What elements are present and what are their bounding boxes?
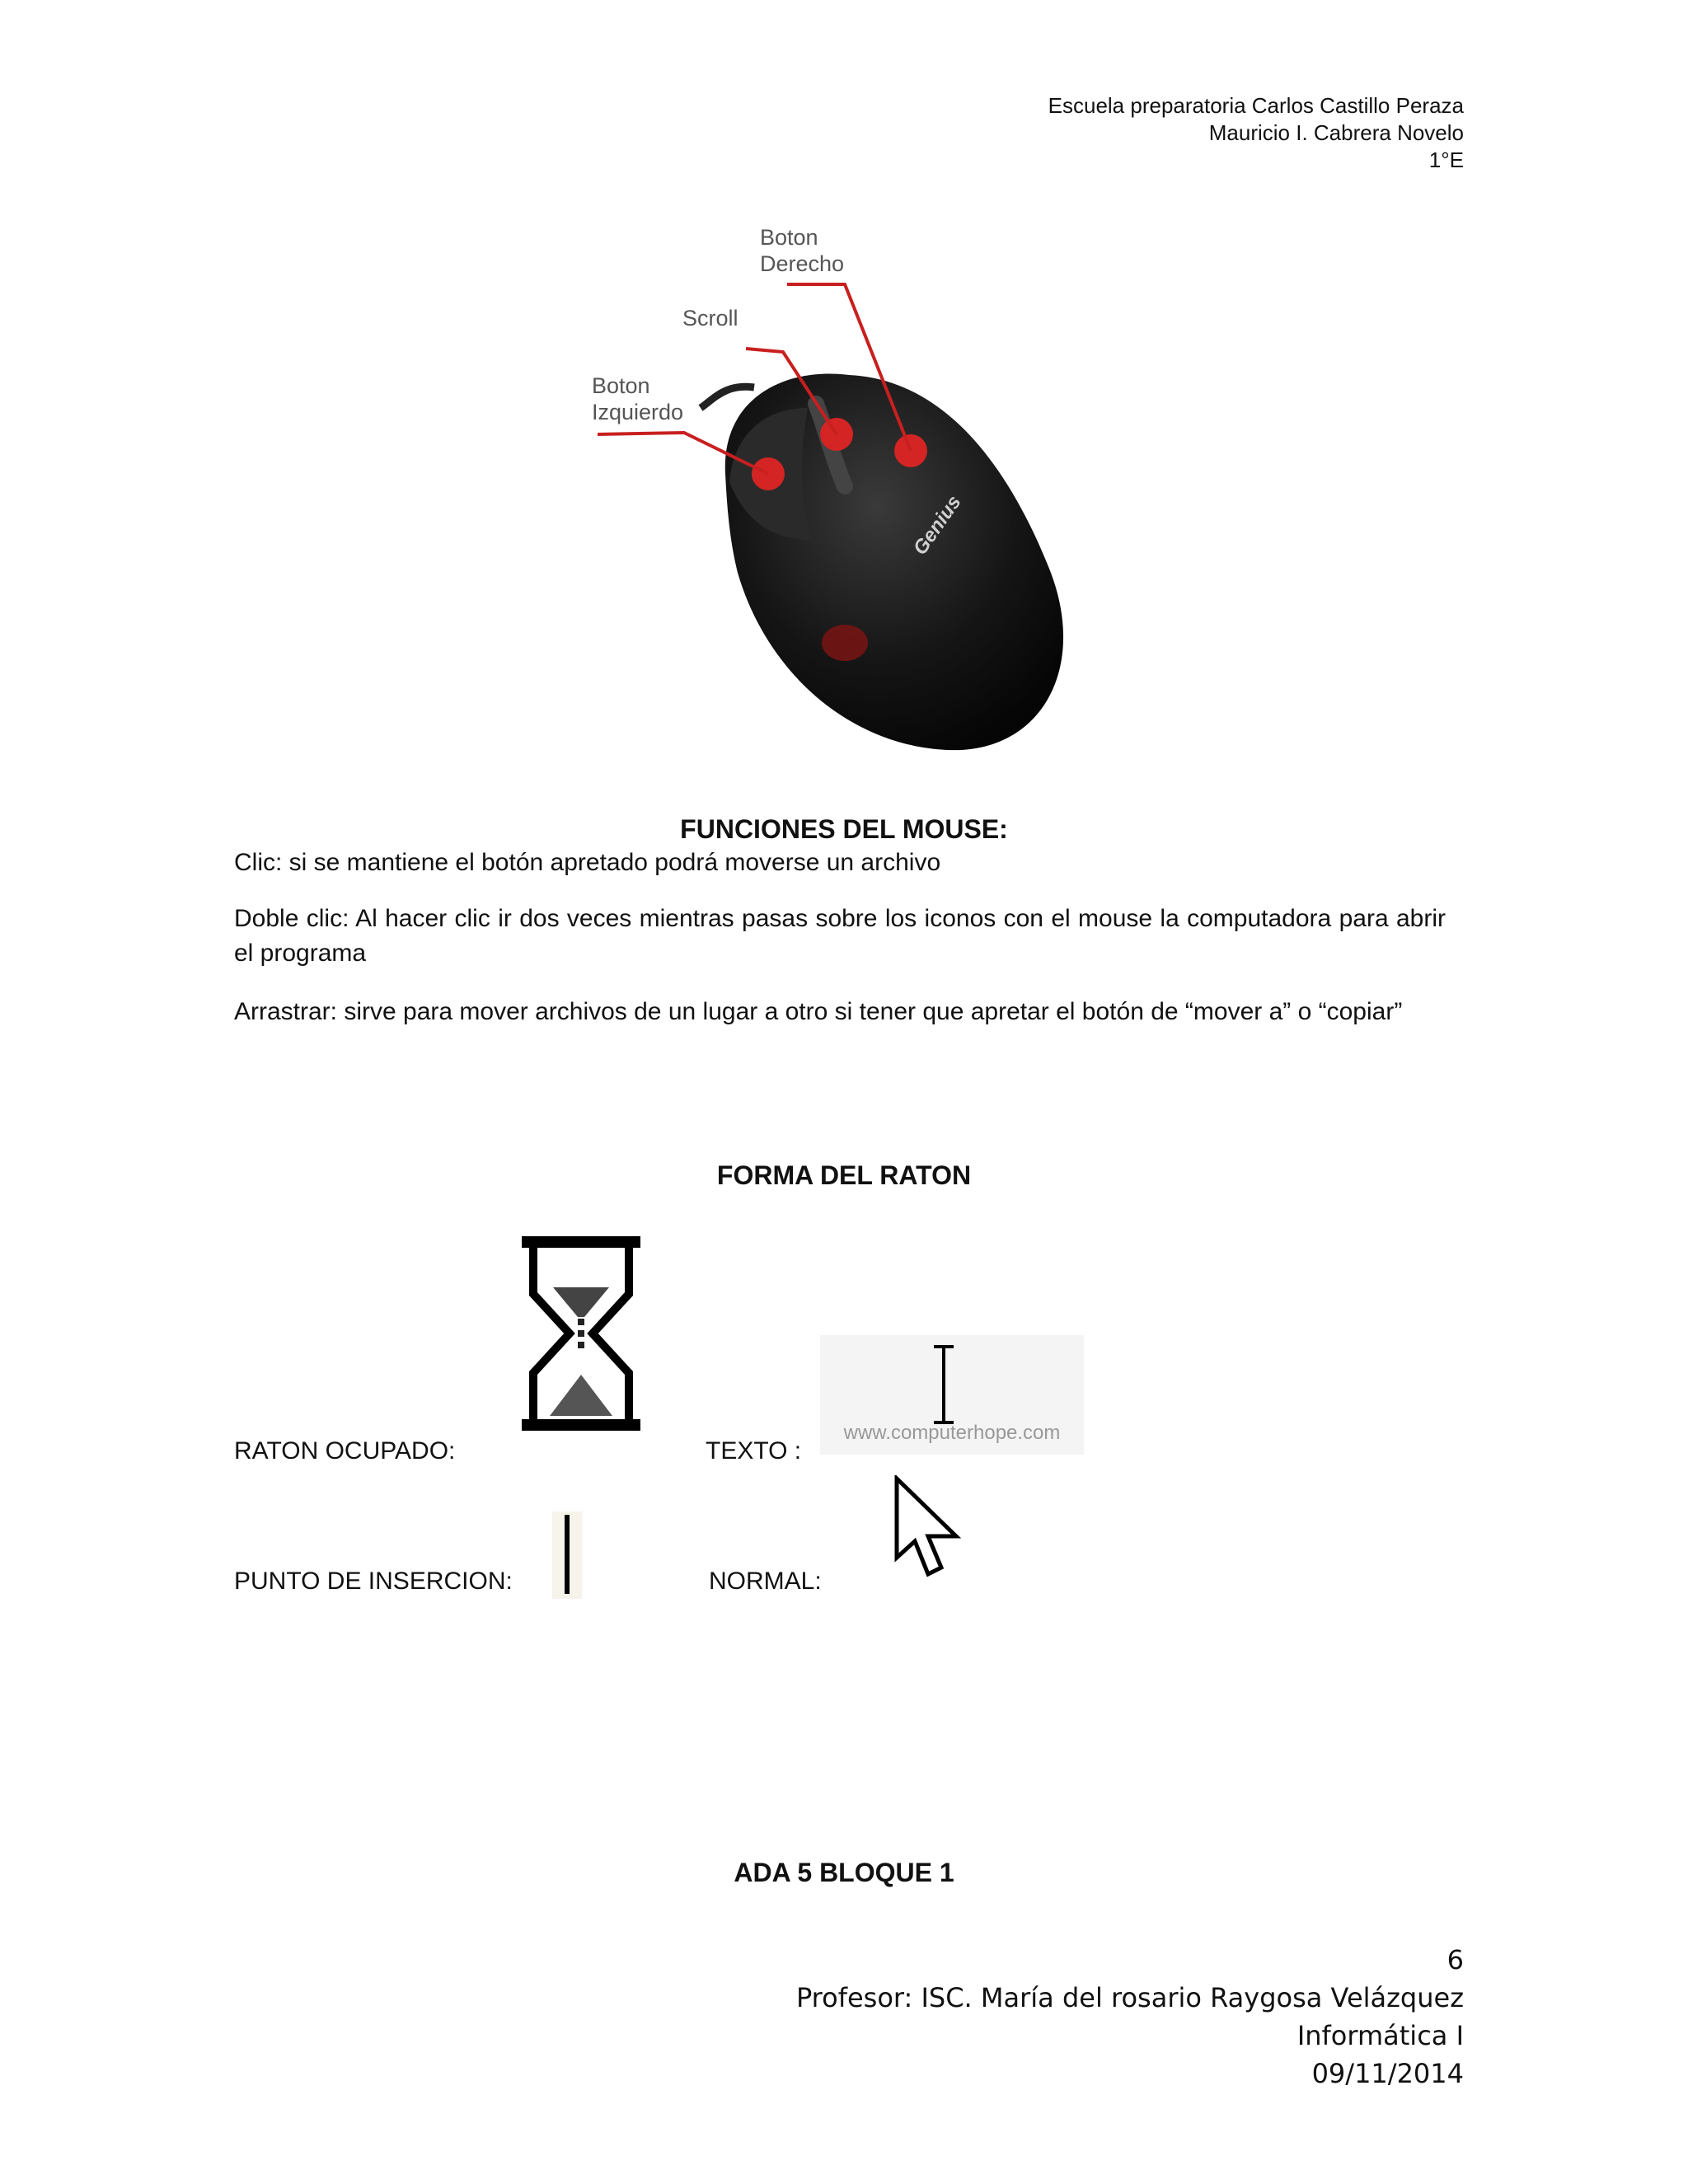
mouse-cable bbox=[701, 387, 754, 408]
label-punto-insercion: PUNTO DE INSERCION: bbox=[234, 1568, 513, 1595]
page-number: 6 bbox=[1447, 1944, 1464, 1975]
label-left-button-1: Boton bbox=[592, 373, 650, 398]
hourglass-cursor-icon bbox=[515, 1228, 647, 1451]
ibeam-cursor-icon bbox=[927, 1343, 960, 1426]
student-name: Mauricio I. Cabrera Novelo bbox=[1208, 120, 1464, 145]
label-scroll: Scroll bbox=[682, 306, 738, 330]
group-label: 1°E bbox=[1428, 148, 1464, 172]
document-header bbox=[1048, 92, 1464, 174]
subject-name: Informática I bbox=[1296, 2020, 1464, 2051]
school-name: Escuela preparatoria Carlos Castillo Peraza bbox=[1048, 93, 1464, 118]
label-right-button-1: Boton bbox=[760, 225, 818, 250]
document-date: 09/11/2014 bbox=[1311, 2058, 1464, 2089]
section-title-forma: FORMA DEL RATON bbox=[716, 1160, 972, 1190]
paragraph-clic: Clic: si se mantiene el botón apretado podrá moverse un archivo bbox=[234, 849, 941, 876]
section-title-funciones: FUNCIONES DEL MOUSE: bbox=[680, 814, 1008, 844]
label-normal: NORMAL: bbox=[709, 1568, 822, 1595]
professor-name: Profesor: ISC. María del rosario Raygosa Velázquez bbox=[795, 1982, 1464, 2013]
paragraph-doble-clic: Doble clic: Al hacer clic ir dos veces mientras pasas sobre los iconos con el mouse la computadora para abrir el programa bbox=[234, 905, 1446, 967]
document-footer bbox=[796, 1941, 1464, 2093]
label-left-button-2: Izquierdo bbox=[592, 400, 684, 424]
paragraph-arrastrar: Arrastrar: sirve para mover archivos de un lugar a otro si tener que apretar el botón de “mover a” o “copiar” bbox=[234, 998, 1403, 1025]
mouse-diagram bbox=[577, 210, 1137, 771]
watermark-text: www.computerhope.com bbox=[843, 1422, 1061, 1444]
label-raton-ocupado: RATON OCUPADO: bbox=[234, 1437, 456, 1465]
insertion-point-icon bbox=[551, 1510, 584, 1601]
text-cursor-panel bbox=[820, 1335, 1084, 1455]
arrow-cursor-icon bbox=[892, 1475, 966, 1582]
brand-text: Genius bbox=[908, 491, 966, 560]
label-texto: TEXTO : bbox=[706, 1437, 802, 1465]
label-right-button-2: Derecho bbox=[760, 251, 845, 276]
block-title: ADA 5 BLOQUE 1 bbox=[734, 1858, 954, 1887]
